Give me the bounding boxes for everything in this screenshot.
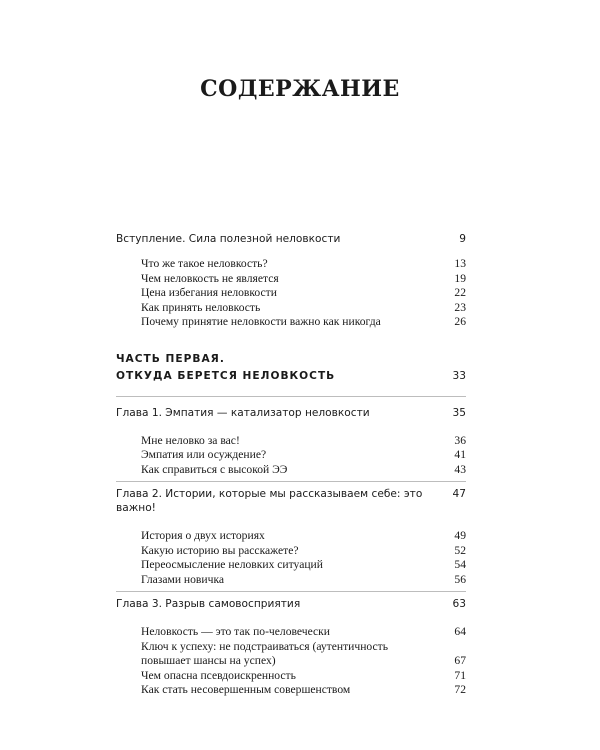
toc-part-page: 33 xyxy=(452,369,466,382)
toc-subentry-page: 36 xyxy=(454,433,466,447)
toc-subentry[interactable] xyxy=(116,544,466,559)
toc-entry-page: 35 xyxy=(452,406,466,419)
toc-subentry[interactable] xyxy=(116,529,466,544)
toc-subentry-title: Эмпатия или осуждение? xyxy=(141,448,267,461)
toc-subentry[interactable] xyxy=(116,625,466,640)
toc-subentry[interactable] xyxy=(116,301,466,316)
toc-subentry-page: 19 xyxy=(454,271,466,285)
toc-subentry-title: Как принять неловкость xyxy=(141,300,261,314)
toc-subentry-title: Какую историю вы расскажете? xyxy=(141,543,299,557)
toc-subentry-title: Цена избегания неловкости xyxy=(141,286,277,299)
toc-subentry-page: 64 xyxy=(454,625,466,638)
toc-subentry-page: 41 xyxy=(454,448,466,461)
toc-subentry-title: Что же такое неловкость? xyxy=(141,257,268,270)
toc-subentry-page: 72 xyxy=(454,683,466,696)
toc-subentry-page: 22 xyxy=(454,286,466,299)
toc-intro-entry[interactable] xyxy=(116,232,466,246)
toc-subentry-page: 67 xyxy=(454,654,466,667)
toc-subentry[interactable] xyxy=(116,669,466,684)
toc-subentry[interactable] xyxy=(116,286,466,301)
toc-subentry-title: Мне неловко за вас! xyxy=(141,433,240,447)
toc-subentry-title: Чем неловкость не является xyxy=(141,271,279,285)
toc-subentry-title: Переосмысление неловких ситуаций xyxy=(141,558,323,571)
toc-part-heading[interactable] xyxy=(116,351,466,385)
toc-entry-title: Глава 1. Эмпатия — катализатор неловкости xyxy=(116,406,370,419)
toc-entry-title: Глава 3. Разрыв самовосприятия xyxy=(116,598,301,610)
toc-subentry-page: 52 xyxy=(454,543,466,557)
toc-entry-page: 9 xyxy=(459,233,466,245)
toc-subentry[interactable] xyxy=(116,463,466,478)
toc-subentry[interactable] xyxy=(116,683,466,698)
toc-subentry-page: 23 xyxy=(454,300,466,314)
toc-subentry-title: История о двух историях xyxy=(141,529,265,542)
toc-subentry-page: 56 xyxy=(454,572,466,586)
toc-entry-page: 47 xyxy=(452,488,466,500)
toc-entry-page: 63 xyxy=(452,598,466,610)
page-title: СОДЕРЖАНИЕ xyxy=(200,76,400,102)
toc-subentry-title: Почему принятие неловкости важно как никогда xyxy=(141,315,381,328)
toc-subentry-title: Как стать несовершенным совершенством xyxy=(141,683,351,696)
toc-subentry-page: 71 xyxy=(454,668,466,682)
toc-subentry[interactable] xyxy=(116,558,466,573)
toc-subentry[interactable] xyxy=(116,434,466,449)
toc-subentry-title: Чем опасна псевдоискренность xyxy=(141,668,296,682)
toc-chapter-entry[interactable] xyxy=(116,597,466,611)
part-number: ЧАСТЬ ПЕРВАЯ. xyxy=(116,352,225,365)
toc-entry-title: Глава 2. Истории, которые мы рассказываем себе: это важно! xyxy=(116,488,423,514)
toc-chapter-entry[interactable] xyxy=(116,406,466,420)
toc-chapter-entry[interactable] xyxy=(116,487,466,515)
toc-subentry-title: Глазами новичка xyxy=(141,572,225,586)
toc-subentry-page: 13 xyxy=(454,257,466,270)
toc-subentry-page: 54 xyxy=(454,558,466,571)
toc-subentry-page: 43 xyxy=(454,462,466,476)
toc-subentry-title: Как справиться с высокой ЭЭ xyxy=(141,462,288,476)
toc-subentry[interactable] xyxy=(116,448,466,463)
toc-subentry[interactable] xyxy=(116,272,466,287)
toc-entry-title: Вступление. Сила полезной неловкости xyxy=(116,233,341,245)
table-of-contents xyxy=(116,232,466,698)
toc-subentry-page: 26 xyxy=(454,315,466,328)
toc-subentry-page: 49 xyxy=(454,529,466,542)
toc-subentry[interactable] xyxy=(116,640,466,669)
toc-subentry-title: Ключ к успеху: не подстраиваться (аутентичность повышает шансы на успех) xyxy=(141,639,388,667)
toc-subentry-title: Неловкость — это так по-человечески xyxy=(141,625,330,638)
part-title: ОТКУДА БЕРЕТСЯ НЕЛОВКОСТЬ xyxy=(116,369,336,382)
toc-subentry[interactable] xyxy=(116,573,466,588)
toc-subentry[interactable] xyxy=(116,257,466,272)
toc-subentry[interactable] xyxy=(116,315,466,330)
